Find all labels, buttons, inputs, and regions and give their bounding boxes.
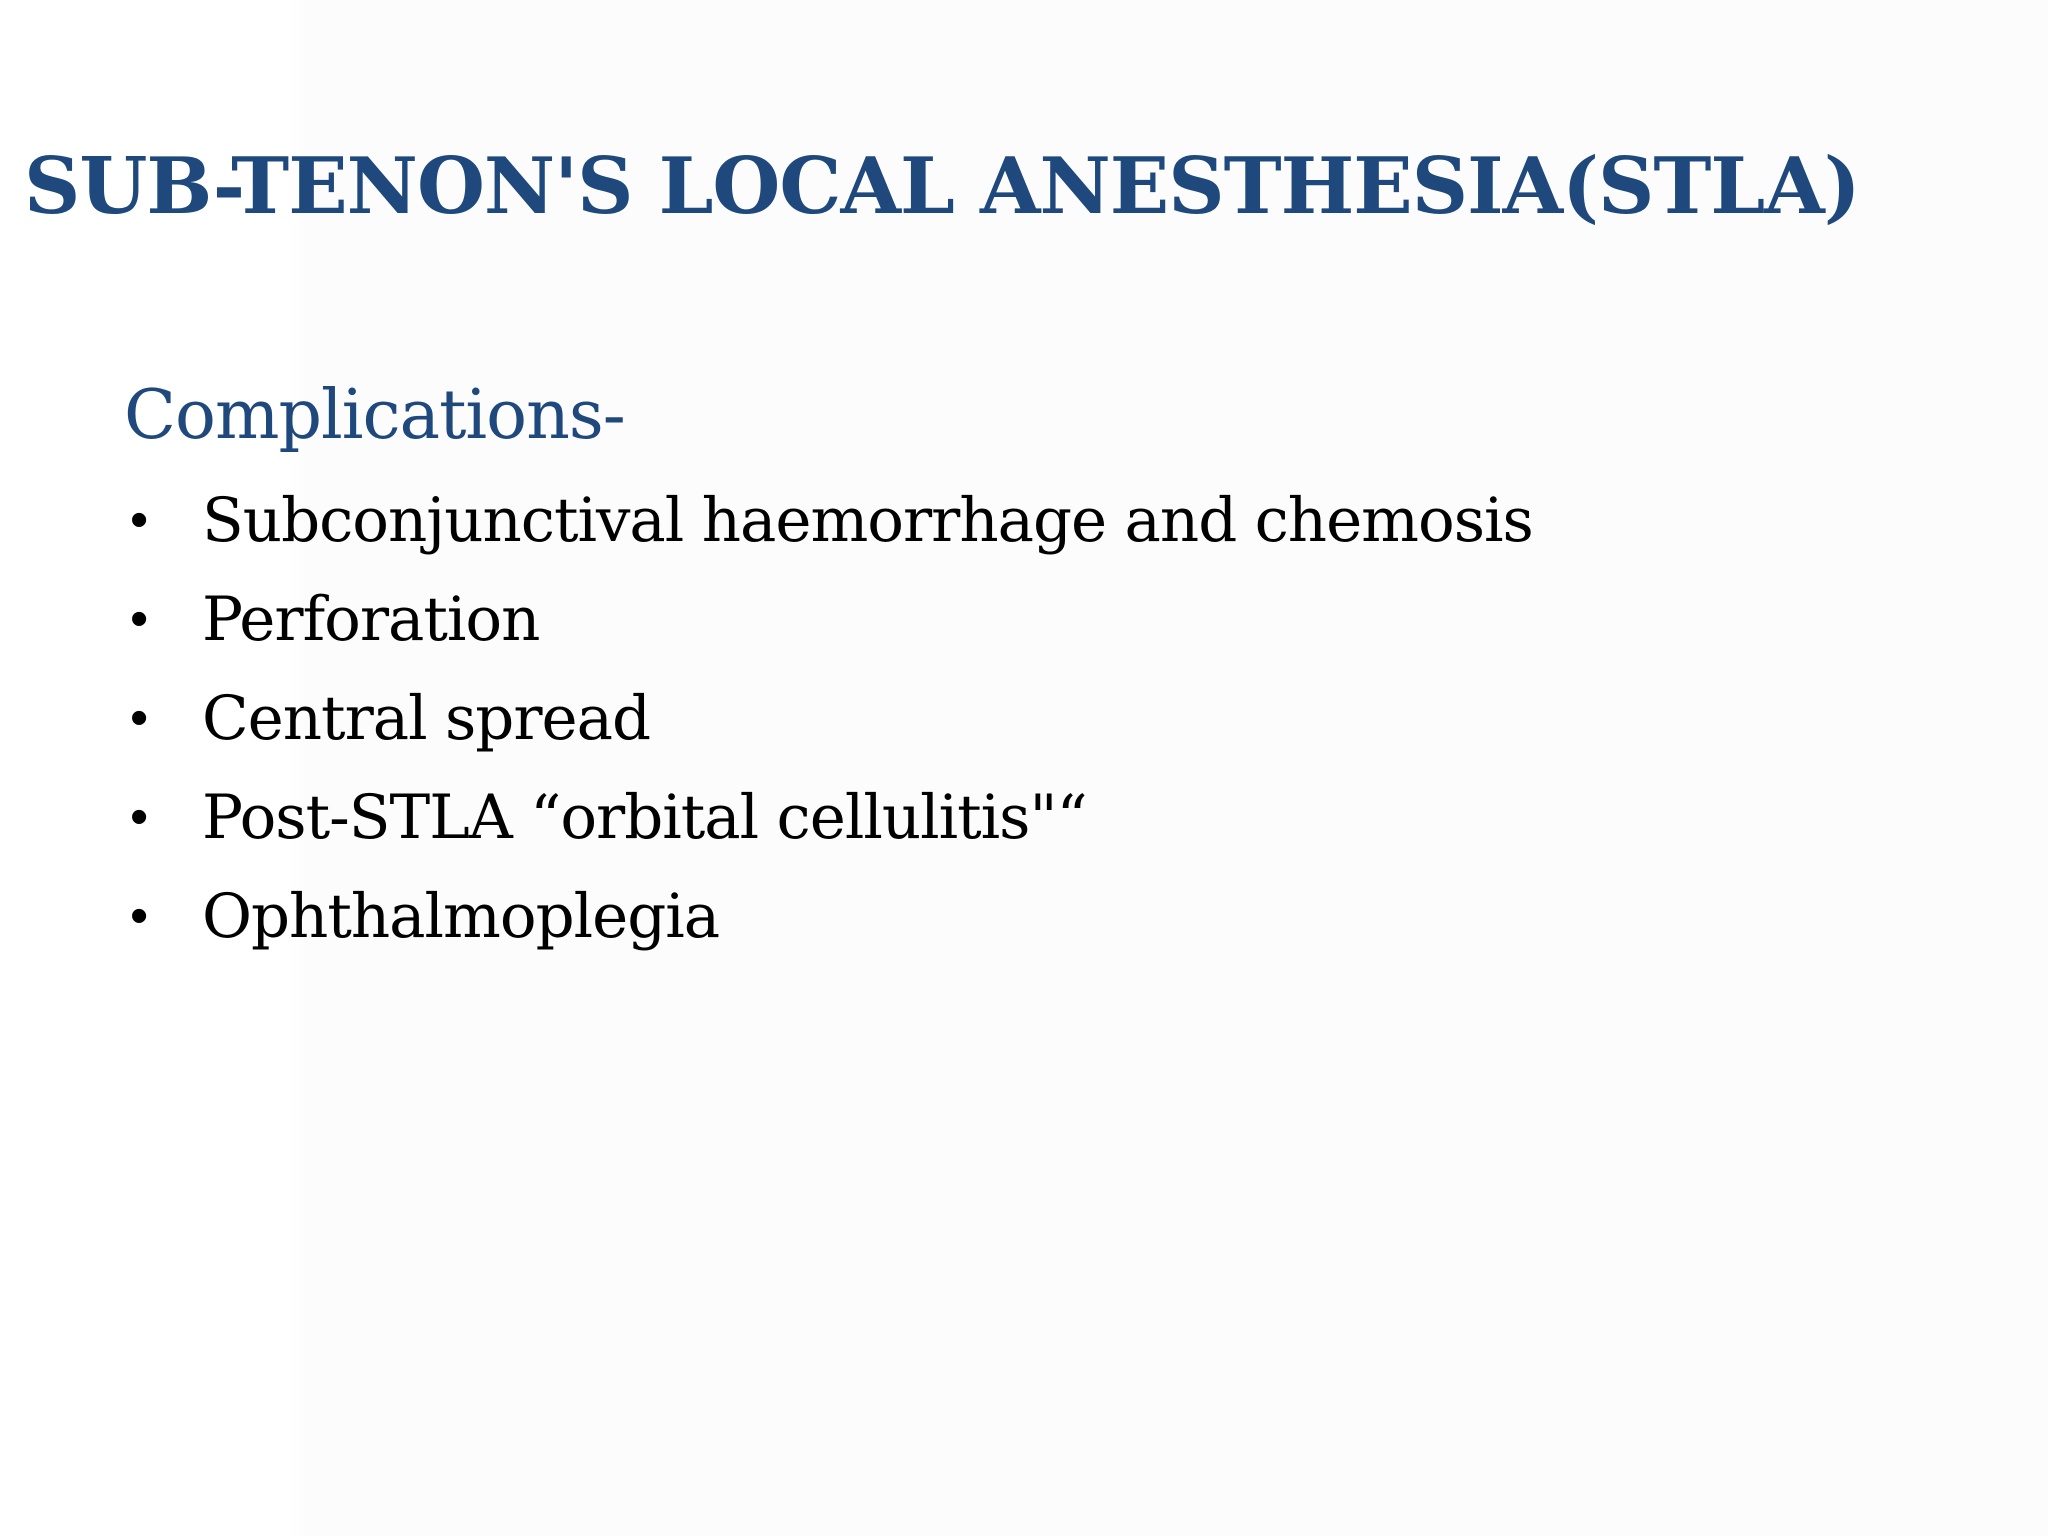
list-item — [124, 768, 1824, 867]
section-heading: Complications- — [124, 376, 625, 455]
bullet-icon: • — [130, 886, 148, 945]
complications-list — [124, 471, 1824, 966]
list-item-text: Central spread — [202, 682, 651, 754]
list-item — [124, 471, 1824, 570]
bullet-icon: • — [130, 490, 148, 549]
bullet-icon: • — [130, 688, 148, 747]
list-item-text: Post-STLA “orbital cellulitis"“ — [202, 781, 1087, 853]
slide-title: SUB-TENON'S LOCAL ANESTHESIA(STLA) — [24, 141, 1860, 232]
bullet-icon: • — [130, 589, 148, 648]
list-item-text: Ophthalmoplegia — [202, 880, 720, 952]
list-item — [124, 867, 1824, 966]
bullet-icon: • — [130, 787, 148, 846]
list-item-text: Perforation — [202, 583, 540, 655]
list-item — [124, 669, 1824, 768]
slide-content — [124, 375, 1824, 966]
list-item — [124, 570, 1824, 669]
list-item-text: Subconjunctival haemorrhage and chemosis — [202, 484, 1533, 556]
